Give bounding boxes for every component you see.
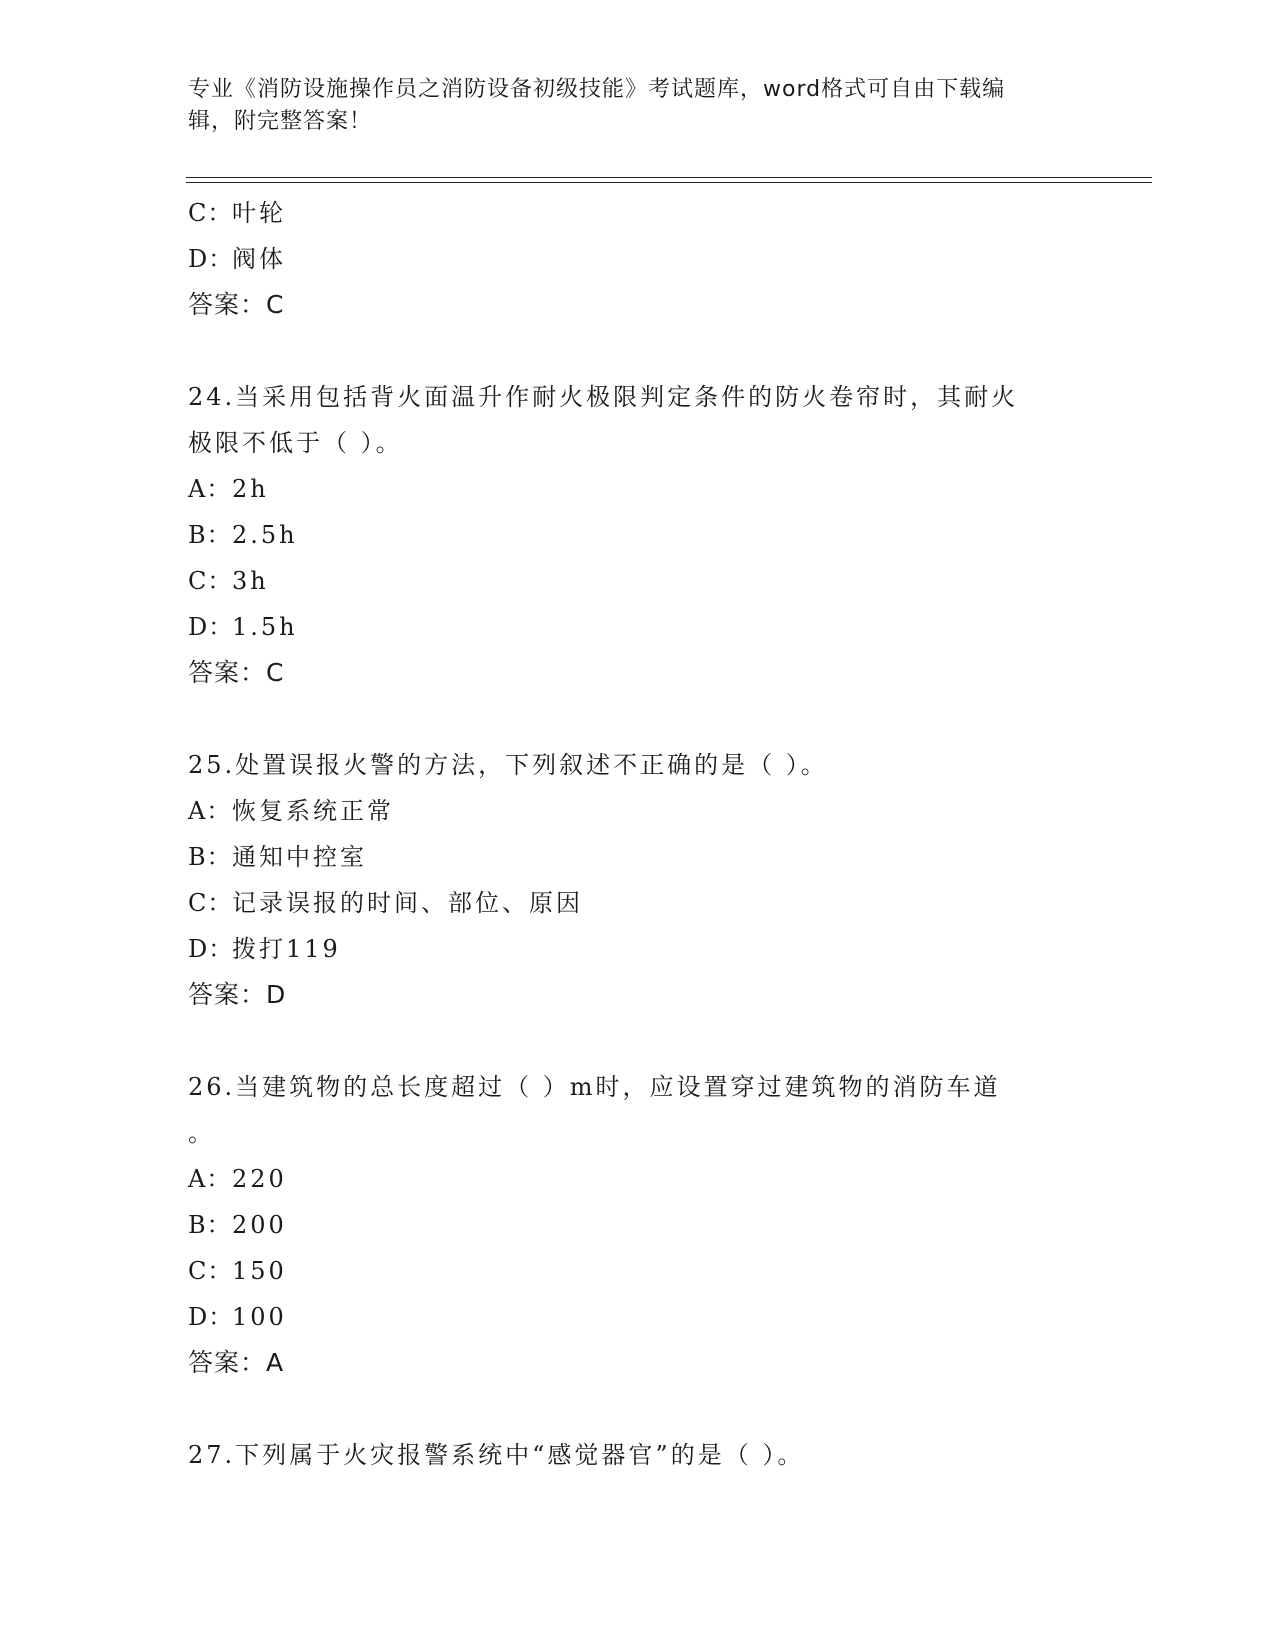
option-line bbox=[188, 466, 1088, 512]
option-line bbox=[188, 604, 1088, 650]
header-rule-top bbox=[186, 177, 1152, 178]
header-line-2: 辑，附完整答案！ bbox=[188, 109, 373, 134]
option-text: 记录误报的时间、部位、原因 bbox=[232, 889, 583, 917]
option-label: C： bbox=[188, 889, 233, 917]
option-label: A： bbox=[188, 1165, 232, 1193]
option-text: 200 bbox=[232, 1211, 287, 1239]
option-label: C： bbox=[188, 567, 233, 595]
spacer bbox=[188, 328, 1088, 374]
option-label: C： bbox=[188, 1257, 233, 1285]
header-rule-bottom bbox=[186, 182, 1152, 183]
question-list bbox=[188, 190, 1088, 1478]
option-line bbox=[188, 788, 1088, 834]
option-label: C： bbox=[188, 199, 233, 227]
option-line bbox=[188, 880, 1088, 926]
option-text: 2h bbox=[232, 475, 269, 503]
question-stem: 25.处置误报火警的方法，下列叙述不正确的是（ ）。 bbox=[188, 751, 828, 779]
answer-line: 答案：D bbox=[188, 980, 287, 1009]
option-text: 3h bbox=[232, 567, 269, 595]
option-text: 恢复系统正常 bbox=[232, 797, 394, 825]
option-label: D： bbox=[188, 1303, 234, 1331]
option-text: 1.5h bbox=[232, 613, 298, 641]
spacer bbox=[188, 1018, 1088, 1064]
document-header bbox=[188, 74, 1068, 138]
option-line bbox=[188, 1202, 1088, 1248]
option-text: 阀体 bbox=[232, 245, 286, 273]
option-label: D： bbox=[188, 935, 234, 963]
spacer bbox=[188, 1386, 1088, 1432]
question-stem: 极限不低于（ ）。 bbox=[188, 429, 403, 457]
option-line bbox=[188, 558, 1088, 604]
header-line-1: 专业《消防设施操作员之消防设备初级技能》考试题库，word格式可自由下载编 bbox=[188, 77, 1006, 102]
option-line bbox=[188, 1294, 1088, 1340]
option-text: 叶轮 bbox=[232, 199, 286, 227]
question-stem: 。 bbox=[188, 1119, 215, 1147]
option-line bbox=[188, 190, 1088, 236]
option-text: 2.5h bbox=[232, 521, 298, 549]
question-stem: 27.下列属于火灾报警系统中“感觉器官”的是（ ）。 bbox=[188, 1441, 805, 1469]
option-line bbox=[188, 926, 1088, 972]
spacer bbox=[188, 696, 1088, 742]
option-line bbox=[188, 512, 1088, 558]
option-line bbox=[188, 834, 1088, 880]
option-label: B： bbox=[188, 843, 232, 871]
option-line bbox=[188, 1156, 1088, 1202]
option-line bbox=[188, 236, 1088, 282]
option-text: 通知中控室 bbox=[232, 843, 367, 871]
option-label: D： bbox=[188, 613, 234, 641]
option-label: D： bbox=[188, 245, 234, 273]
answer-line: 答案：C bbox=[188, 658, 285, 687]
option-text: 220 bbox=[232, 1165, 287, 1193]
option-label: A： bbox=[188, 475, 232, 503]
question-stem: 24.当采用包括背火面温升作耐火极限判定条件的防火卷帘时，其耐火 bbox=[188, 383, 1019, 411]
option-line bbox=[188, 1248, 1088, 1294]
option-text: 100 bbox=[232, 1303, 287, 1331]
answer-line: 答案：C bbox=[188, 290, 285, 319]
question-stem: 26.当建筑物的总长度超过（ ）m时，应设置穿过建筑物的消防车道 bbox=[188, 1073, 1001, 1101]
option-label: B： bbox=[188, 1211, 232, 1239]
option-label: B： bbox=[188, 521, 232, 549]
option-text: 拨打119 bbox=[232, 935, 341, 963]
option-label: A： bbox=[188, 797, 232, 825]
option-text: 150 bbox=[232, 1257, 287, 1285]
answer-line: 答案：A bbox=[188, 1348, 285, 1377]
